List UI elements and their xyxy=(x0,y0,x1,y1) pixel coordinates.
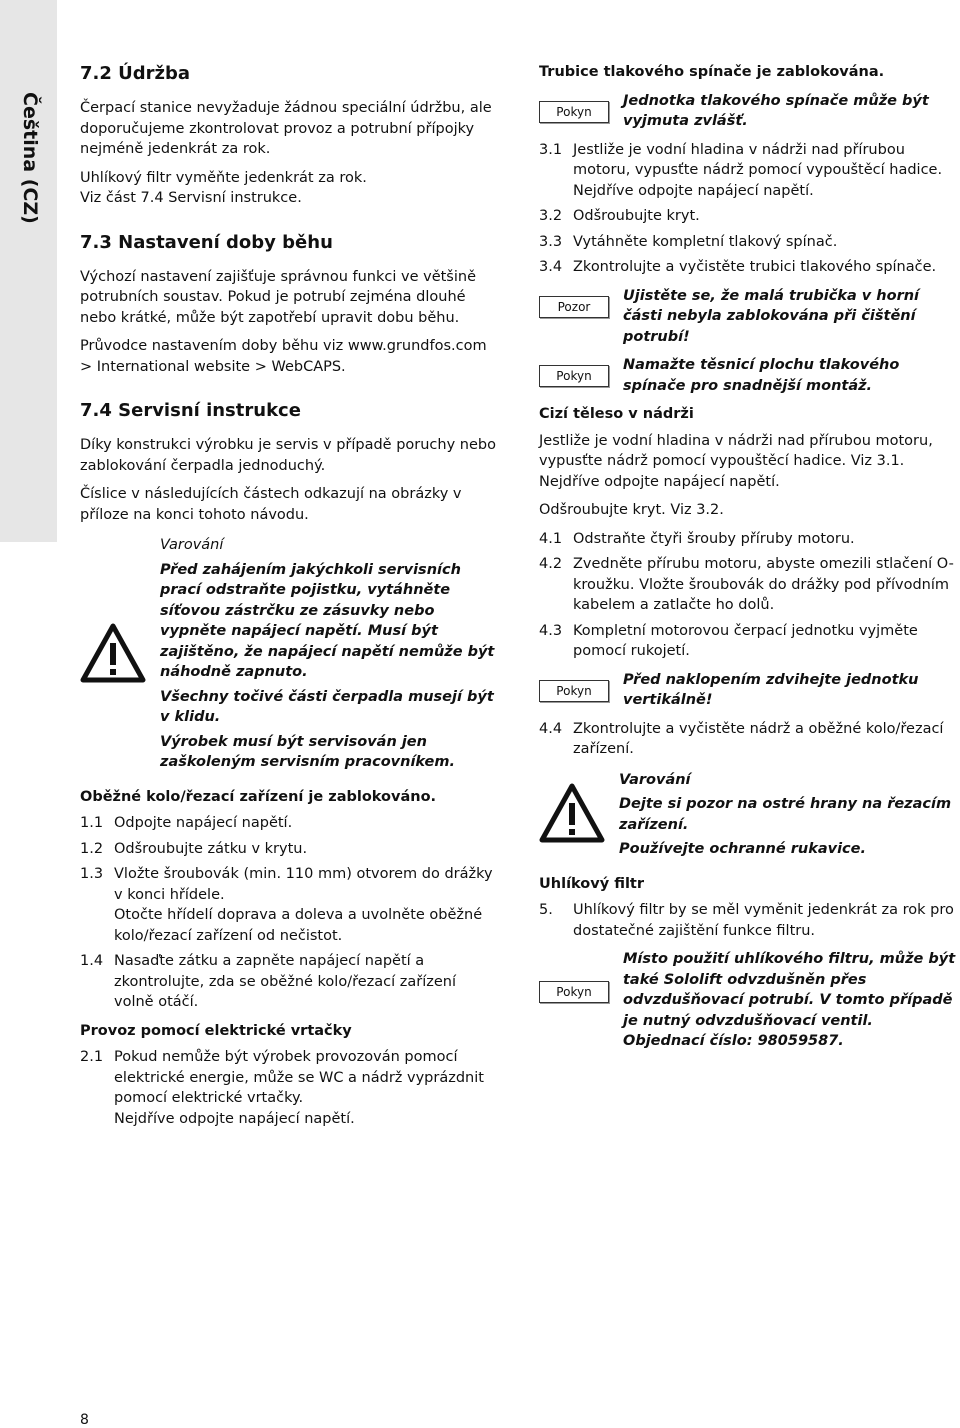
blocked-impeller-heading: Oběžné kolo/řezací zařízení je zablokováno. xyxy=(80,788,437,805)
warning-text: Všechny točivé části čerpadla musejí být v klidu. xyxy=(160,688,494,725)
section-7-4-figures-note: Číslice v následujících částech odkazují na obrázky v příloze na konci tohoto návodu. xyxy=(80,486,462,523)
section-7-2-paragraph: Čerpací stanice nevyžaduje žádnou speciální údržbu, ale doporučujeme zkontrolovat provoz a potrubní přípojky nejméně jedenkrát za rok. xyxy=(80,100,492,157)
section-7-3-title: 7.3 Nastavení doby běhu xyxy=(80,231,333,253)
note-block xyxy=(539,949,957,1052)
list-item: 3.1 Jestliže je vodní hladina v nádrži nad přírubou motoru, vypusťte nádrž pomocí vypouštěcí hadice. Nejdříve odpojte napájecí napětí. xyxy=(539,141,943,199)
list-item: 4.2 Zvedněte přírubu motoru, abyste omezili stlačení O-kroužku. Vložte šroubovák do drážky pod přívodním kabelem a zatlačte ho dolů. xyxy=(539,556,954,613)
note-label: Pokyn xyxy=(539,981,609,1003)
foreign-body-paragraph: Odšroubujte kryt. Viz 3.2. xyxy=(539,502,724,518)
section-7-2-title: 7.2 Údržba xyxy=(80,63,191,84)
warning-text: Před zahájením jakýchkoli servisních prací odstraňte pojistku, vytáhněte síťovou zástrčku ze zásuvky nebo vypněte napájecí napětí. Musí být zajištěno, že napájecí napětí nemůže být náhodně zapnuto. xyxy=(160,561,495,680)
language-side-tab xyxy=(0,0,57,542)
list-item: 3.2 Odšroubujte kryt. xyxy=(539,208,700,224)
list-item: 1.4 Nasaďte zátku a zapněte napájecí napětí a zkontrolujte, zda se oběžné kolo/řezací zařízení volně otáčí. xyxy=(80,953,456,1010)
note-label: Pokyn xyxy=(539,365,609,387)
list-item: 4.1 Odstraňte čtyři šrouby příruby motoru. xyxy=(539,530,855,547)
list-item: 3.3 Vytáhněte kompletní tlakový spínač. xyxy=(539,233,838,250)
note-text: Namažte těsnicí plochu tlakového spínače pro snadnější montáž. xyxy=(623,357,900,394)
note-block xyxy=(539,91,957,132)
section-7-4-title: 7.4 Servisní instrukce xyxy=(80,400,301,421)
note-label: Pokyn xyxy=(539,101,609,123)
note-text: Jednotka tlakového spínače může být vyjmuta zvlášť. xyxy=(623,92,929,129)
list-item: 4.4 Zkontrolujte a vyčistěte nádrž a oběžné kolo/řezací zařízení. xyxy=(539,720,944,757)
foreign-body-paragraph: Jestliže je vodní hladina v nádrži nad přírubou motoru, vypusťte nádrž pomocí vypouštěcí hadice. Viz 3.1. Nejdříve odpojte napájecí napětí. xyxy=(539,432,933,490)
warning-text: Dejte si pozor na ostré hrany na řezacím zařízení. xyxy=(619,796,952,833)
electric-drill-heading: Provoz pomocí elektrické vrtačky xyxy=(80,1022,352,1039)
list-item: 1.3 Vložte šroubovák (min. 110 mm) otvorem do drážky v konci hřídele. Otočte hřídelí doprava a doleva a uvolněte oběžné kolo/řezací zařízení od nečistot. xyxy=(80,866,493,944)
list-item: 4.3 Kompletní motorovou čerpací jednotku vyjměte pomocí rukojetí. xyxy=(539,622,918,659)
section-7-4-paragraph: Díky konstrukci výrobku je servis v případě poruchy nebo zablokování čerpadla jednoduchý. xyxy=(80,437,496,474)
warning-triangle-icon xyxy=(80,623,148,690)
note-block xyxy=(539,670,957,711)
section-7-2-reference: Viz část 7.4 Servisní instrukce. xyxy=(80,190,302,206)
warning-block xyxy=(80,535,500,777)
warning-title: Varování xyxy=(160,537,224,553)
list-item: 3.4 Zkontrolujte a vyčistěte trubici tlakového spínače. xyxy=(539,259,937,275)
note-block xyxy=(539,355,957,396)
language-label: Čeština (CZ) xyxy=(19,92,41,224)
section-7-2-filter-text: Uhlíkový filtr vyměňte jedenkrát za rok. xyxy=(80,169,367,186)
section-7-3-paragraph: Výchozí nastavení zajišťuje správnou funkci ve většině potrubních soustav. Pokud je potrubí zejména dlouhé nebo krátké, může být zapotřebí upravit dobu běhu. xyxy=(80,268,476,326)
right-column xyxy=(539,62,957,1060)
caution-label: Pozor xyxy=(539,296,609,318)
list-item: 2.1 Pokud nemůže být výrobek provozován pomocí elektrické energie, může se WC a nádrž vyprázdnit pomocí elektrické vrtačky. Nejdříve odpojte napájecí napětí. xyxy=(80,1049,484,1127)
warning-text: Výrobek musí být servisován jen zaškoleným servisním pracovníkem. xyxy=(160,733,455,770)
carbon-filter-heading: Uhlíkový filtr xyxy=(539,875,645,892)
left-column xyxy=(80,62,500,1134)
section-7-3-guide: Průvodce nastavením doby běhu viz www.grundfos.com > International website > WebCAPS. xyxy=(80,338,487,375)
list-item: 1.2 Odšroubujte zátku v krytu. xyxy=(80,840,308,857)
warning-title: Varování xyxy=(619,771,691,788)
pressure-switch-blocked-heading: Trubice tlakového spínače je zablokována. xyxy=(539,64,885,80)
warning-block xyxy=(539,770,957,864)
list-item: 5. Uhlíkový filtr by se měl vyměnit jedenkrát za rok pro dostatečné zajištění funkce filtru. xyxy=(539,902,954,939)
caution-text: Ujistěte se, že malá trubička v horní části nebyla zablokována při čištění potrubí! xyxy=(623,287,920,345)
note-label: Pokyn xyxy=(539,680,609,702)
foreign-body-heading: Cizí těleso v nádrži xyxy=(539,406,694,422)
caution-block xyxy=(539,286,957,348)
list-item: 1.1 Odpojte napájecí napětí. xyxy=(80,815,293,831)
warning-triangle-icon xyxy=(539,783,607,850)
note-text: Místo použití uhlíkového filtru, může být také Sololift odvzdušněn přes odvzdušňovací potrubí. V tomto případě je nutný odvzdušňovací ventil. Objednací číslo: 98059587. xyxy=(623,951,956,1049)
warning-text: Používejte ochranné rukavice. xyxy=(619,841,866,857)
note-text: Před naklopením zdvihejte jednotku vertikálně! xyxy=(623,671,919,708)
page-number: 8 xyxy=(80,1412,89,1428)
